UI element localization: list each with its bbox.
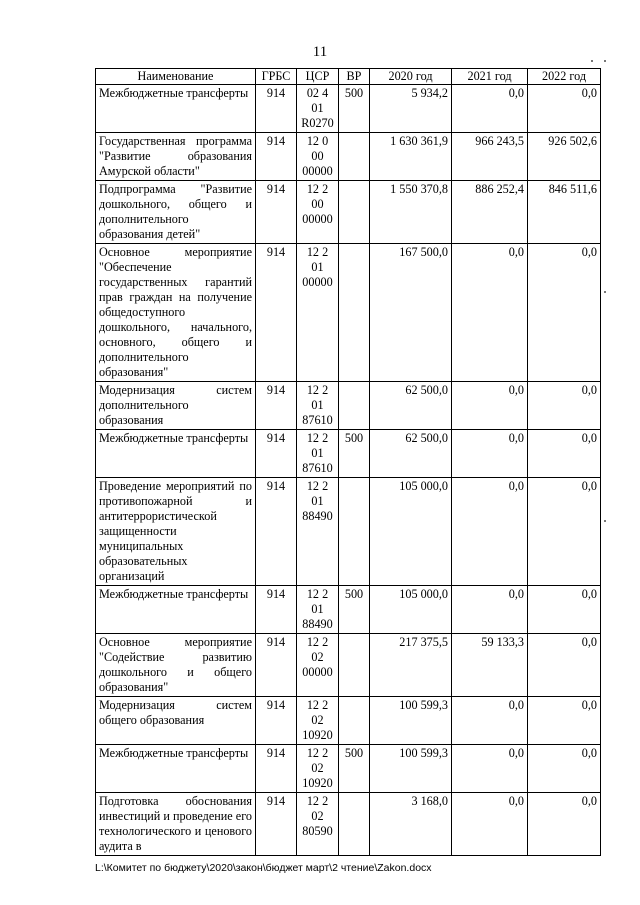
row-amount-2020: 5 934,2 <box>370 85 452 133</box>
row-amount-2020: 217 375,5 <box>370 634 452 697</box>
row-name: Государственная программа "Развитие образования Амурской области" <box>96 133 256 181</box>
row-grbs: 914 <box>256 634 297 697</box>
row-vr <box>339 133 370 181</box>
header-csr: ЦСР <box>297 69 339 85</box>
header-vr: ВР <box>339 69 370 85</box>
row-amount-2020: 3 168,0 <box>370 793 452 856</box>
row-vr <box>339 244 370 382</box>
row-csr: 12 2 01 88490 <box>297 478 339 586</box>
table-row <box>96 478 601 586</box>
row-amount-2021: 0,0 <box>452 793 528 856</box>
row-grbs: 914 <box>256 181 297 244</box>
row-vr <box>339 634 370 697</box>
row-vr: 500 <box>339 85 370 133</box>
row-grbs: 914 <box>256 586 297 634</box>
budget-table <box>95 68 601 856</box>
row-grbs: 914 <box>256 382 297 430</box>
table-row <box>96 586 601 634</box>
row-grbs: 914 <box>256 478 297 586</box>
table-row <box>96 382 601 430</box>
header-2022: 2022 год <box>528 69 601 85</box>
page-number: 11 <box>312 44 328 60</box>
row-amount-2022: 0,0 <box>528 244 601 382</box>
row-amount-2022: 0,0 <box>528 793 601 856</box>
row-name: Модернизация систем дополнительного образования <box>96 382 256 430</box>
row-csr: 12 2 02 10920 <box>297 745 339 793</box>
row-csr: 12 2 00 00000 <box>297 181 339 244</box>
row-grbs: 914 <box>256 244 297 382</box>
row-csr: 12 2 02 10920 <box>297 697 339 745</box>
row-amount-2020: 167 500,0 <box>370 244 452 382</box>
row-vr <box>339 697 370 745</box>
row-vr: 500 <box>339 745 370 793</box>
row-amount-2021: 886 252,4 <box>452 181 528 244</box>
row-amount-2020: 62 500,0 <box>370 382 452 430</box>
header-grbs: ГРБС <box>256 69 297 85</box>
row-amount-2020: 1 630 361,9 <box>370 133 452 181</box>
table-header-row <box>96 69 601 85</box>
row-csr: 12 2 02 80590 <box>297 793 339 856</box>
row-amount-2021: 59 133,3 <box>452 634 528 697</box>
table-row <box>96 793 601 856</box>
row-csr: 12 2 01 87610 <box>297 382 339 430</box>
row-amount-2022: 926 502,6 <box>528 133 601 181</box>
scan-speck <box>604 60 606 62</box>
header-name: Наименование <box>96 69 256 85</box>
scan-speck <box>591 60 593 62</box>
row-name: Подпрограмма "Развитие дошкольного, общего и дополнительного образования детей" <box>96 181 256 244</box>
row-amount-2022: 0,0 <box>528 382 601 430</box>
row-amount-2021: 966 243,5 <box>452 133 528 181</box>
row-csr: 12 0 00 00000 <box>297 133 339 181</box>
row-amount-2020: 100 599,3 <box>370 697 452 745</box>
row-vr: 500 <box>339 586 370 634</box>
row-amount-2020: 100 599,3 <box>370 745 452 793</box>
row-vr <box>339 181 370 244</box>
row-name: Проведение мероприятий по противопожарной и антитеррористической защищенности муниципальных образовательных организаций <box>96 478 256 586</box>
scan-speck <box>604 291 606 293</box>
table-body <box>96 85 601 856</box>
row-amount-2020: 62 500,0 <box>370 430 452 478</box>
row-amount-2021: 0,0 <box>452 382 528 430</box>
row-amount-2021: 0,0 <box>452 745 528 793</box>
row-amount-2021: 0,0 <box>452 244 528 382</box>
scan-speck <box>604 520 606 522</box>
row-grbs: 914 <box>256 85 297 133</box>
row-csr: 12 2 02 00000 <box>297 634 339 697</box>
row-amount-2021: 0,0 <box>452 85 528 133</box>
row-amount-2020: 1 550 370,8 <box>370 181 452 244</box>
row-grbs: 914 <box>256 745 297 793</box>
row-amount-2022: 0,0 <box>528 697 601 745</box>
row-amount-2021: 0,0 <box>452 697 528 745</box>
row-grbs: 914 <box>256 697 297 745</box>
row-amount-2022: 0,0 <box>528 430 601 478</box>
row-name: Межбюджетные трансферты <box>96 586 256 634</box>
table-row <box>96 85 601 133</box>
row-name: Подготовка обоснования инвестиций и проведение его технологического и ценового аудита в <box>96 793 256 856</box>
file-path-footer: L:\Комитет по бюджету\2020\закон\бюджет март\2 чтение\Zakon.docx <box>95 862 432 874</box>
row-amount-2022: 0,0 <box>528 745 601 793</box>
row-name: Межбюджетные трансферты <box>96 85 256 133</box>
table-row <box>96 745 601 793</box>
row-csr: 12 2 01 00000 <box>297 244 339 382</box>
row-vr <box>339 478 370 586</box>
row-csr: 02 4 01 R0270 <box>297 85 339 133</box>
row-amount-2022: 0,0 <box>528 586 601 634</box>
table-row <box>96 181 601 244</box>
row-amount-2022: 0,0 <box>528 85 601 133</box>
row-name: Межбюджетные трансферты <box>96 430 256 478</box>
row-amount-2021: 0,0 <box>452 586 528 634</box>
row-amount-2021: 0,0 <box>452 430 528 478</box>
row-amount-2021: 0,0 <box>452 478 528 586</box>
row-amount-2022: 846 511,6 <box>528 181 601 244</box>
table-row <box>96 430 601 478</box>
table-row <box>96 244 601 382</box>
row-amount-2022: 0,0 <box>528 478 601 586</box>
row-amount-2020: 105 000,0 <box>370 478 452 586</box>
row-grbs: 914 <box>256 793 297 856</box>
row-vr: 500 <box>339 430 370 478</box>
table-row <box>96 697 601 745</box>
header-2020: 2020 год <box>370 69 452 85</box>
row-grbs: 914 <box>256 133 297 181</box>
row-vr <box>339 793 370 856</box>
row-grbs: 914 <box>256 430 297 478</box>
table-row <box>96 133 601 181</box>
row-name: Межбюджетные трансферты <box>96 745 256 793</box>
row-amount-2020: 105 000,0 <box>370 586 452 634</box>
row-name: Основное мероприятие "Содействие развитию дошкольного и общего образования" <box>96 634 256 697</box>
row-name: Основное мероприятие "Обеспечение государственных гарантий прав граждан на получение общедоступного дошкольного, начального, основного, общего и дополнительного образования" <box>96 244 256 382</box>
row-csr: 12 2 01 88490 <box>297 586 339 634</box>
row-vr <box>339 382 370 430</box>
table-row <box>96 634 601 697</box>
row-amount-2022: 0,0 <box>528 634 601 697</box>
row-name: Модернизация систем общего образования <box>96 697 256 745</box>
header-2021: 2021 год <box>452 69 528 85</box>
row-csr: 12 2 01 87610 <box>297 430 339 478</box>
